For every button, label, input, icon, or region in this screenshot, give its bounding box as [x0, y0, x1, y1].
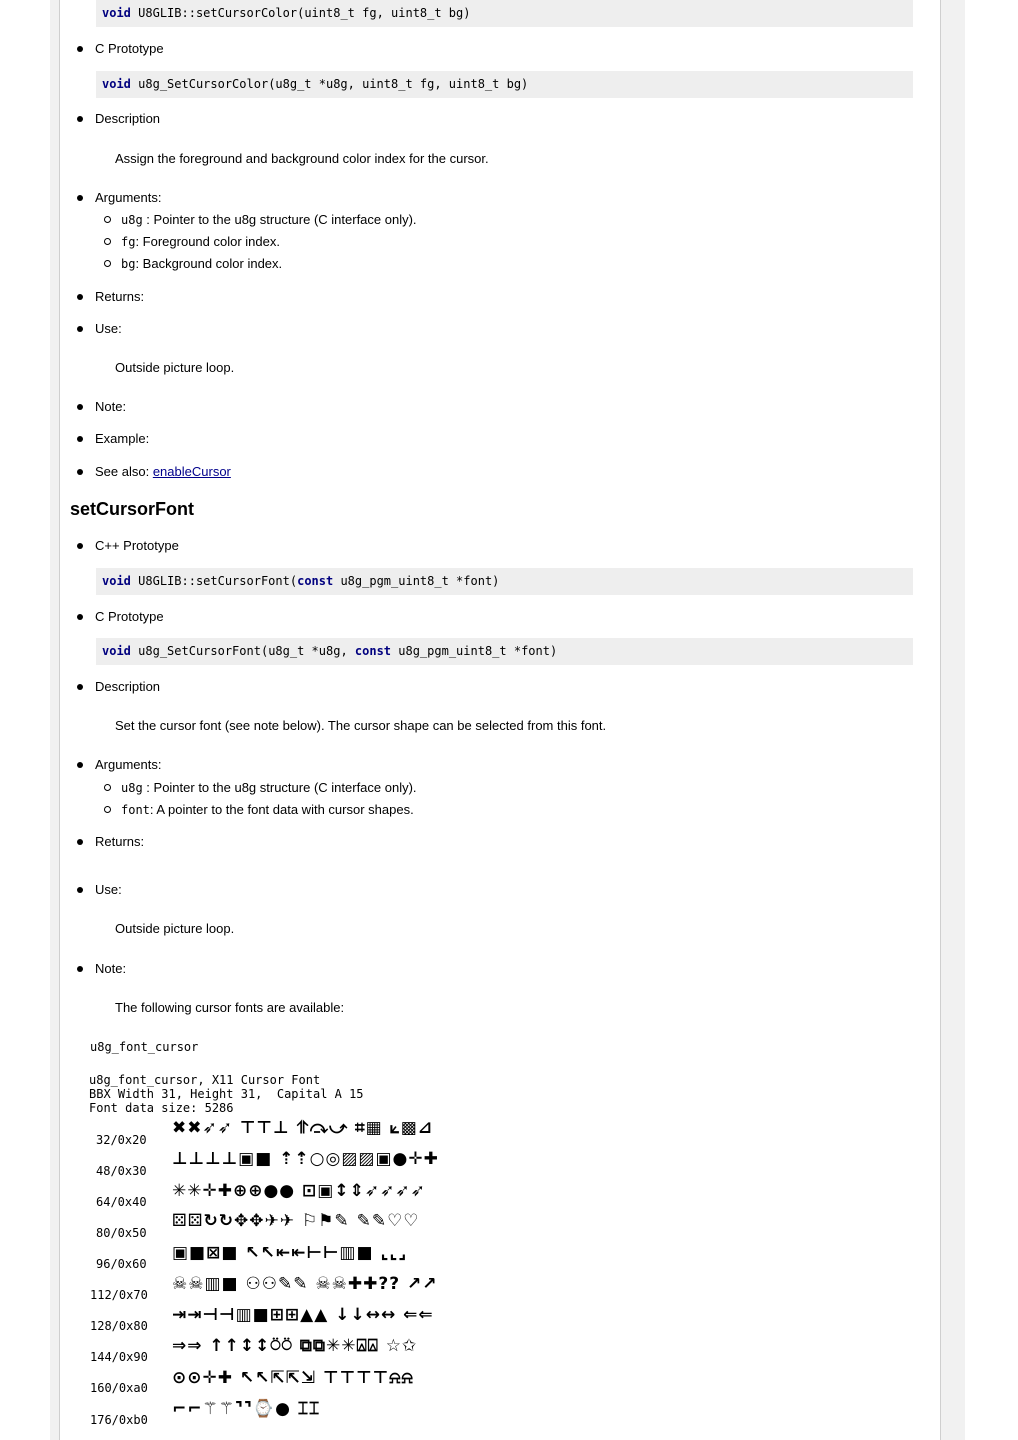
c-prototype-code-2: void u8g_SetCursorFont(u8g_t *u8g, const u8g_pgm_uint8_t *font): [96, 638, 913, 665]
list-item-see-also: See also: enableCursor: [95, 464, 231, 480]
list-item-returns-2: Returns:: [95, 834, 144, 850]
list-item-description-2: Description: [95, 679, 160, 695]
glyph-row-label: 176/0xb0: [90, 1413, 148, 1427]
glyph-row-image: ⊙⊙✛✚ ↖↖⇱⇱⇲ ⊤⊤⊤⊤⍾⍾: [172, 1368, 414, 1388]
glyph-row-image: ☠☠▥■ ⚇⚇✎✎ ☠☠✚✚?? ↗↗: [172, 1274, 438, 1294]
enable-cursor-link[interactable]: enableCursor: [152, 464, 231, 479]
argument-u8g: u8g : Pointer to the u8g structure (C interface only).: [121, 212, 417, 228]
glyph-row-label: 32/0x20: [96, 1133, 147, 1147]
glyph-row-image: ⇒⇒ ↑↑↕↕⍥⍥ ⧉⧉✳✳⍓⍓ ☆✩: [172, 1336, 418, 1356]
list-item-cpp-prototype: C++ Prototype: [95, 538, 179, 554]
glyph-row-label: 96/0x60: [96, 1257, 147, 1271]
glyph-row-image: ✖✖➶➶ ⊤⊤⊥ ⥣⤼⤻ ⌗▦ ⟀▩⊿: [172, 1118, 434, 1138]
document-page: [59, 0, 941, 1440]
argument-bg: bg: Background color index.: [121, 256, 282, 272]
cpp-prototype-code-2: void U8GLIB::setCursorFont(const u8g_pgm_uint8_t *font): [96, 568, 913, 595]
argument-u8g-2: u8g : Pointer to the u8g structure (C interface only).: [121, 780, 417, 796]
list-item-arguments: Arguments:: [95, 190, 161, 206]
glyph-row-image: ✳✳✛✚⊕⊕●● ⊡▣↕⇕➶➶➶➶: [172, 1181, 426, 1201]
glyph-row-label: 128/0x80: [90, 1319, 148, 1333]
font-info-line-1: u8g_font_cursor, X11 Cursor Font: [89, 1073, 321, 1087]
cpp-prototype-code: void U8GLIB::setCursorColor(uint8_t fg, uint8_t bg): [96, 0, 913, 27]
glyph-row-image: ⌐⌐⚚⚚⌝⌝⌚● ⌶⌶: [172, 1399, 321, 1419]
note-text: The following cursor fonts are available:: [115, 1000, 345, 1015]
list-item-description: Description: [95, 111, 160, 127]
use-text-2: Outside picture loop.: [115, 921, 235, 936]
list-item-note: Note:: [95, 399, 126, 415]
description-text-2: Set the cursor font (see note below). The cursor shape can be selected from this font.: [115, 718, 607, 733]
list-item-c-prototype: C Prototype: [95, 41, 164, 57]
list-item-note-2: Note:: [95, 961, 126, 977]
section-heading-setcursorfont: setCursorFont: [70, 499, 195, 519]
list-item-use: Use:: [95, 321, 122, 337]
glyph-row-label: 112/0x70: [90, 1288, 148, 1302]
font-name: u8g_font_cursor: [90, 1040, 199, 1054]
argument-font: font: A pointer to the font data with cursor shapes.: [121, 802, 414, 818]
argument-fg: fg: Foreground color index.: [121, 234, 280, 250]
glyph-row-label: 160/0xa0: [90, 1381, 148, 1395]
font-info: [89, 1073, 364, 1115]
list-item-use-2: Use:: [95, 882, 122, 898]
font-info-line-2: BBX Width 31, Height 31, Capital A 15: [89, 1087, 364, 1101]
list-item-example: Example:: [95, 431, 149, 447]
c-prototype-code: void u8g_SetCursorColor(u8g_t *u8g, uint8_t fg, uint8_t bg): [96, 71, 913, 98]
use-text: Outside picture loop.: [115, 360, 235, 375]
glyph-row-image: ▣■⊠■ ↖↖⇤⇤⊢⊢▥■ ⌞⌞⌟: [172, 1243, 408, 1263]
description-text: Assign the foreground and background color index for the cursor.: [115, 151, 489, 166]
list-item-arguments-2: Arguments:: [95, 757, 161, 773]
glyph-row-label: 64/0x40: [96, 1195, 147, 1209]
list-item-c-prototype-2: C Prototype: [95, 609, 164, 625]
glyph-row-label: 144/0x90: [90, 1350, 148, 1364]
glyph-row-image: ⚄⚄↻↻✥✥✈✈ ⚐⚑✎ ✎✎♡♡: [172, 1211, 420, 1231]
glyph-row-image: ⊥⊥⊥⊥▣■ ⇡⇡○◎▨▨▣●✛✚: [172, 1149, 439, 1169]
font-info-line-3: Font data size: 5286: [89, 1101, 234, 1115]
glyph-row-label: 80/0x50: [96, 1226, 147, 1240]
glyph-row-label: 48/0x30: [96, 1164, 147, 1178]
list-item-returns: Returns:: [95, 289, 144, 305]
glyph-row-image: ⇥⇥⊣⊣▥■⊞⊞▲▲ ↓↓↔↔ ⇐⇐: [172, 1305, 434, 1325]
